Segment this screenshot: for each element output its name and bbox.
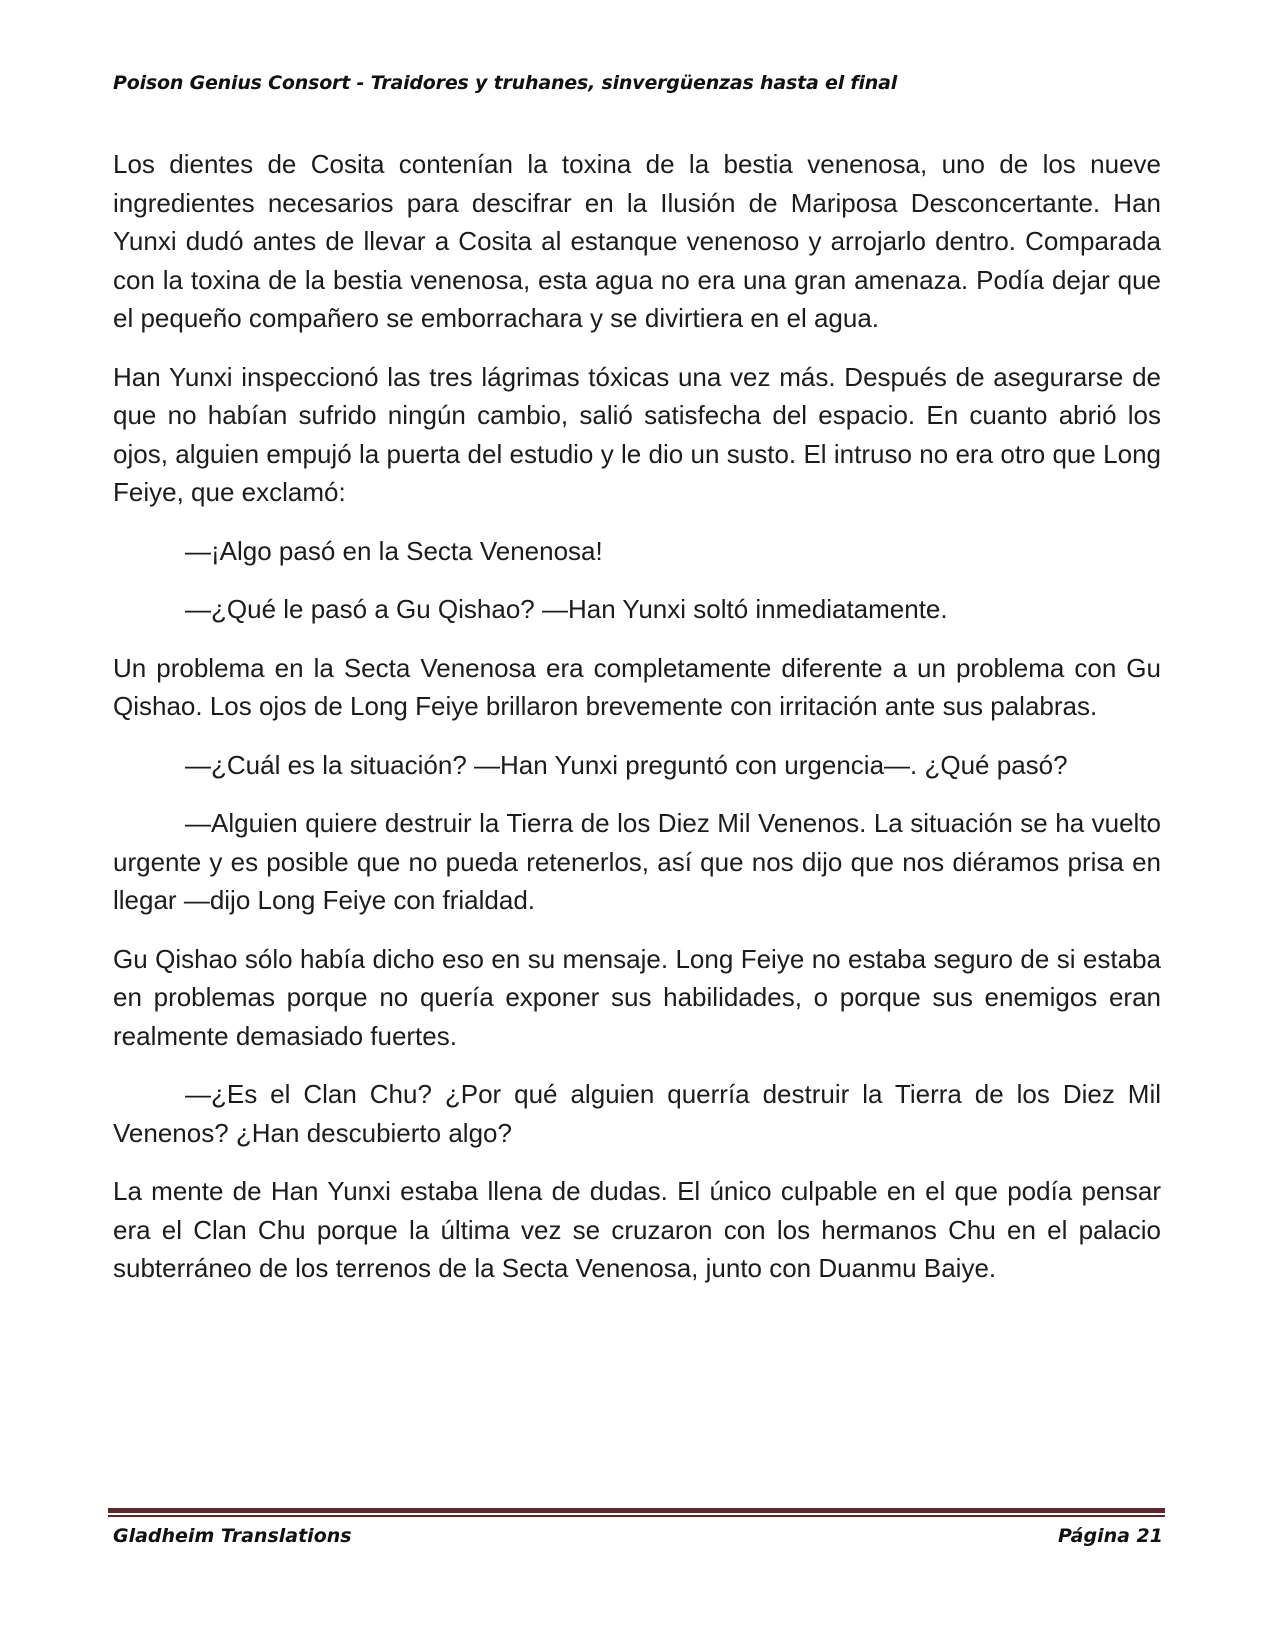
paragraph: Los dientes de Cosita contenían la toxina de la bestia venenosa, uno de los nueve ingredientes necesarios para descifrar en la Ilusión de Mariposa Desconcertante. Han Yunxi dudó antes de llevar a Cosita al estanque venenoso y arrojarlo dentro. Comparada con la toxina de la bestia venenosa, esta agua no era una gran amenaza. Podía dejar que el pequeño compañero se emborrachara y se divirtiera en el agua. bbox=[113, 149, 1161, 333]
dialog-paragraph: —¿Cuál es la situación? —Han Yunxi preguntó con urgencia—. ¿Qué pasó? bbox=[185, 749, 1068, 780]
dialog-paragraph: —¡Algo pasó en la Secta Venenosa! bbox=[185, 535, 603, 566]
running-header: Poison Genius Consort - Traidores y truhanes, sinvergüenzas hasta el final bbox=[113, 72, 898, 94]
footer-divider-thick bbox=[108, 1508, 1165, 1513]
dialog-paragraph: —¿Qué le pasó a Gu Qishao? —Han Yunxi soltó inmediatamente. bbox=[185, 594, 948, 624]
footer-divider bbox=[108, 1508, 1165, 1517]
paragraph: La mente de Han Yunxi estaba llena de dudas. El único culpable en el que podía pensar era el Clan Chu porque la última vez se cruzaron con los hermanos Chu en el palacio subterráneo de los terrenos de la Secta Venenosa, junto con Duanmu Baiye. bbox=[113, 1176, 1161, 1283]
dialog-paragraph: —Alguien quiere destruir la Tierra de los Diez Mil Venenos. La situación se ha vuelto urgente y es posible que no pueda retenerlos, así que nos dijo que nos diéramos prisa en llegar —dijo Long Feiye con frialdad. bbox=[113, 808, 1161, 915]
body-text bbox=[113, 145, 1161, 1308]
paragraph: Un problema en la Secta Venenosa era completamente diferente a un problema con Gu Qishao. Los ojos de Long Feiye brillaron brevemente con irritación ante sus palabras. bbox=[113, 652, 1161, 721]
footer-divider-thin bbox=[108, 1515, 1165, 1517]
paragraph: Gu Qishao sólo había dicho eso en su mensaje. Long Feiye no estaba seguro de si estaba en problemas porque no quería exponer sus habilidades, o porque sus enemigos eran realmente demasiado fuertes. bbox=[113, 943, 1161, 1051]
page-number: Página 21 bbox=[1057, 1525, 1163, 1547]
paragraph: Han Yunxi inspeccionó las tres lágrimas tóxicas una vez más. Después de asegurarse de que no habían sufrido ningún cambio, salió satisfecha del espacio. En cuanto abrió los ojos, alguien empujó la puerta del estudio y le dio un susto. El intruso no era otro que Long Feiye, que exclamó: bbox=[113, 361, 1161, 507]
footer-publisher: Gladheim Translations bbox=[113, 1525, 352, 1547]
dialog-paragraph: —¿Es el Clan Chu? ¿Por qué alguien querría destruir la Tierra de los Diez Mil Venenos? ¿Han descubierto algo? bbox=[113, 1079, 1161, 1148]
